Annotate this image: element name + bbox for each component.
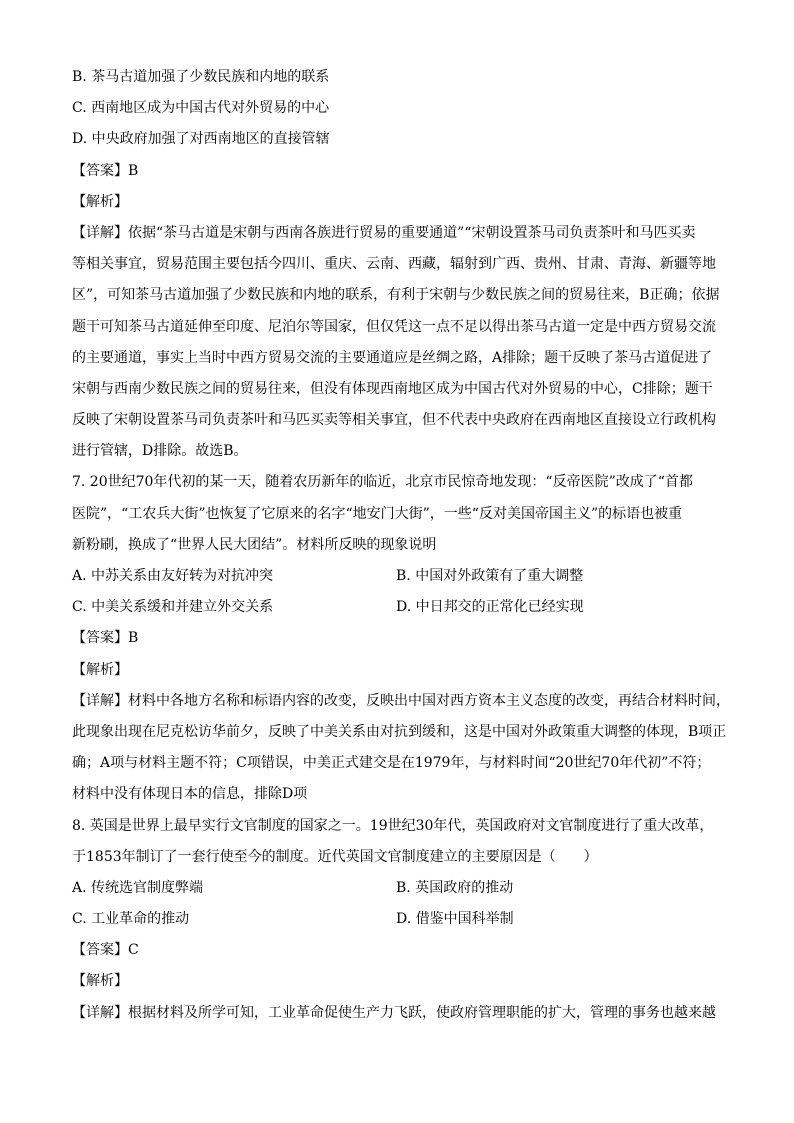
q7-option-c: C. 中美关系缓和并建立外交关系 bbox=[72, 599, 274, 616]
q8-detail-line: 【详解】根据材料及所学可知，工业革命促使生产力飞跃，使政府管理职能的扩大，管理的事务也越来越 bbox=[72, 1004, 716, 1021]
q6-detail-line: 的主要通道，事实上当时中西方贸易交流的主要通道应是丝绸之路，A排除；题干反映了茶马古道促进了 bbox=[72, 349, 713, 366]
q7-stem-line: 7. 20世纪70年代初的某一天，随着农历新年的临近，北京市民惊奇地发现：“反帝医院”改成了“首都 bbox=[72, 474, 693, 491]
q7-detail-line: 【详解】材料中各地方名称和标语内容的改变，反映出中国对西方资本主义态度的改变，再结合材料时间， bbox=[72, 692, 730, 709]
q8-answer: 【答案】C bbox=[72, 942, 139, 959]
q7-option-d: D. 中日邦交的正常化已经实现 bbox=[396, 599, 584, 616]
q7-options-row-1 bbox=[72, 561, 732, 592]
q7-stem-line: 新粉刷，换成了“世界人民大团结”。材料所反映的现象说明 bbox=[72, 536, 437, 553]
question-7 bbox=[72, 467, 732, 810]
q7-option-b: B. 中国对外政策有了重大调整 bbox=[396, 568, 584, 584]
q7-stem-line: 医院”，“工农兵大街”也恢复了它原来的名字“地安门大街”，一些“反对美国帝国主义”的标语也被重 bbox=[72, 505, 683, 522]
q8-stem-line: 8. 英国是世界上最早实行文官制度的国家之一。19世纪30年代，英国政府对文官制度进行了重大改革， bbox=[72, 817, 714, 834]
q6-option-c: C. 西南地区成为中国古代对外贸易的中心 bbox=[72, 100, 330, 117]
q6-option-d: D. 中央政府加强了对西南地区的直接管辖 bbox=[72, 131, 330, 148]
q7-detail-line: 此现象出现在尼克松访华前夕，反映了中美关系由对抗到缓和，这是中国对外政策重大调整的体现，B项正 bbox=[72, 723, 727, 740]
q6-detail-line: 等相关事宜，贸易范围主要包括今四川、重庆、云南、西藏，辐射到广西、贵州、甘肃、青海、新疆等地 bbox=[72, 256, 716, 273]
q8-analysis-label: 【解析】 bbox=[72, 973, 128, 990]
q6-analysis-label: 【解析】 bbox=[72, 193, 128, 210]
q7-analysis-label: 【解析】 bbox=[72, 661, 128, 678]
q6-detail-line: 宋朝与西南少数民族之间的贸易往来，但没有体现西南地区成为中国古代对外贸易的中心，C排除；题干 bbox=[72, 380, 713, 397]
q6-option-b: B. 茶马古道加强了少数民族和内地的联系 bbox=[72, 69, 330, 85]
question-8 bbox=[72, 811, 732, 1029]
q7-detail-line: 确；A项与材料主题不符；C项错误，中美正式建交是在1979年，与材料时间“20世纪70年代初”不符； bbox=[72, 755, 711, 772]
q8-options-row-2 bbox=[72, 904, 732, 935]
q7-option-a: A. 中苏关系由友好转为对抗冲突 bbox=[72, 568, 274, 584]
document-content bbox=[72, 62, 732, 1029]
q6-detail-line: 【详解】依据“茶马古道是宋朝与西南各族进行贸易的重要通道”“宋朝设置茶马司负责茶叶和马匹买卖 bbox=[72, 224, 696, 241]
q6-detail-line: 题干可知茶马古道延伸至印度、尼泊尔等国家，但仅凭这一点不足以得出茶马古道一定是中西方贸易交流 bbox=[72, 318, 716, 335]
q7-answer: 【答案】B bbox=[72, 630, 139, 647]
q8-stem-line: 于1853年制订了一套行使至今的制度。近代英国文官制度建立的主要原因是（ ） bbox=[72, 848, 598, 865]
q7-detail-line: 材料中没有体现日本的信息，排除D项 bbox=[72, 786, 308, 803]
q8-option-b: B. 英国政府的推动 bbox=[396, 879, 514, 896]
q8-option-d: D. 借鉴中国科举制 bbox=[396, 911, 514, 928]
question-6-tail bbox=[72, 62, 732, 467]
q8-options-row-1 bbox=[72, 873, 732, 904]
q8-option-c: C. 工业革命的推动 bbox=[72, 911, 190, 928]
q6-answer: 【答案】B bbox=[72, 162, 139, 179]
q6-detail-line: 区”，可知茶马古道加强了少数民族和内地的联系，有利于宋朝与少数民族之间的贸易往来，B正确；依据 bbox=[72, 287, 720, 304]
q8-option-a: A. 传统选官制度弊端 bbox=[72, 879, 204, 896]
q6-detail-line: 反映了宋朝设置茶马司负责茶叶和马匹买卖等相关事宜，但不代表中央政府在西南地区直接设立行政机构 bbox=[72, 412, 716, 429]
q6-detail-line: 进行管辖，D排除。故选B。 bbox=[72, 443, 248, 460]
q7-options-row-2 bbox=[72, 592, 732, 623]
